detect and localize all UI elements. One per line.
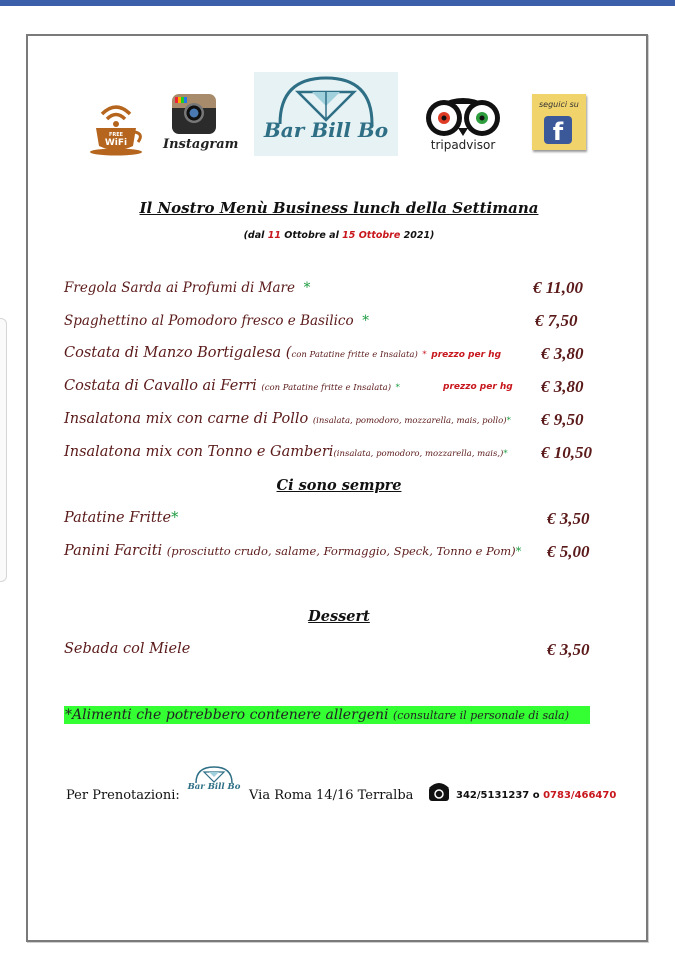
price-per-hg-note: prezzo per hg [431,350,502,360]
menu-item-price: € 9,50 [541,410,584,429]
svg-text:WiFi: WiFi [104,138,128,148]
facebook-icon: f [544,116,572,144]
instagram-label: Instagram [163,137,239,152]
menu-item-price: € 11,00 [533,278,584,297]
menu-item: Patatine Fritte* [64,510,179,526]
menu-item: Sebada col Miele [64,641,191,657]
menu-title: Il Nostro Menù Business lunch della Settimana [139,199,539,217]
menu-page [26,34,648,942]
menu-dates: (dal 11 Ottobre al 15 Ottobre 2021) [243,230,435,241]
section-heading-dessert: Dessert [308,608,370,625]
side-panel-handle[interactable] [0,318,7,582]
menu-item-price: € 3,80 [541,344,584,363]
brand-name-small: Bar Bill Bo [187,782,241,792]
facebook-note-text: seguici su [539,100,579,109]
menu-item-price: € 7,50 [535,311,578,330]
menu-item: Spaghettino al Pomodoro fresco e Basilico * [64,313,369,329]
menu-item-price: € 3,50 [547,509,590,528]
telephone-icon [428,780,450,802]
price-per-hg-note: prezzo per hg [443,382,513,392]
reservation-label: Per Prenotazioni: [66,788,180,803]
wifi-cup-logo [88,96,144,158]
sticky-note-icon [532,94,586,150]
menu-item: Fregola Sarda ai Profumi di Mare * [64,280,311,296]
instagram-camera-icon [172,94,216,134]
bar-bill-bo-logo [254,72,398,156]
section-heading-always: Ci sono sempre [276,477,402,494]
date-to-day: 15 [342,230,356,241]
menu-item: Insalatona mix con carne di Pollo (insalata, pomodoro, mozzarella, mais, pollo)* [64,411,511,427]
top-bar [0,0,675,6]
menu-item-price: € 3,80 [541,377,584,396]
brand-name: Bar Bill Bo [263,118,389,142]
menu-item: Costata di Cavallo ai Ferri (con Patatine fritte e Insalata) * [64,378,400,394]
menu-item-price: € 3,50 [547,640,590,659]
tripadvisor-label: tripadvisor [430,138,496,152]
menu-item-price: € 5,00 [547,542,590,561]
date-to-month: Ottobre [355,230,401,241]
menu-item: Costata di Manzo Bortigalesa (con Patatine fritte e Insalata) * prezzo per hg [64,345,502,361]
phone-numbers[interactable]: 342/5131237 o 0783/466470 [456,790,617,801]
instagram-logo[interactable] [163,94,239,158]
menu-item: Panini Farciti (prosciutto crudo, salame, Formaggio, Speck, Tonno e Pom)* [64,543,522,559]
svg-text:FREE: FREE [108,132,124,138]
tripadvisor-logo[interactable] [420,92,506,160]
menu-item: Insalatona mix con Tonno e Gamberi(insalata, pomodoro, mozzarella, mais,)* [64,444,508,460]
facebook-logo[interactable] [530,92,588,152]
address: Via Roma 14/16 Terralba [249,788,414,803]
allergen-notice: *Alimenti che potrebbero contenere allergeni (consultare il personale di sala) [64,706,590,724]
bar-bill-bo-small-logo [186,765,242,801]
menu-item-price: € 10,50 [541,443,592,462]
date-from-day: 11 [267,230,281,241]
